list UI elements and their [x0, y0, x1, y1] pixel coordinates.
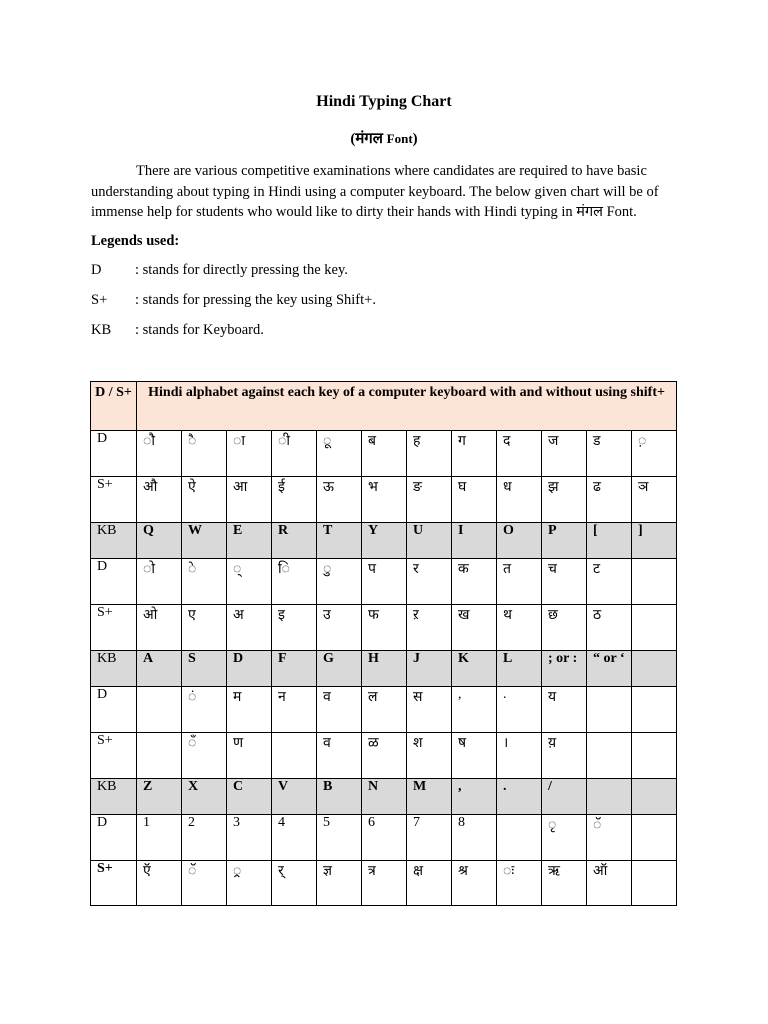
table-cell: [: [587, 523, 632, 559]
table-cell: 4: [272, 815, 317, 861]
table-cell: 8: [452, 815, 497, 861]
legend-desc: : stands for Keyboard.: [135, 322, 264, 338]
table-cell: फ: [362, 605, 407, 651]
table-cell: [632, 651, 677, 687]
table-cell: [632, 815, 677, 861]
table-cell: ऑ: [587, 861, 632, 906]
table-cell: प: [362, 559, 407, 605]
legend-item-d: [91, 262, 348, 279]
table-cell: ह: [407, 431, 452, 477]
table-cell: Y: [362, 523, 407, 559]
table-cell: ृ: [542, 815, 587, 861]
table-cell: ्: [227, 559, 272, 605]
table-cell: श्र: [452, 861, 497, 906]
table-cell: [137, 687, 182, 733]
table-cell: ज्ञ: [317, 861, 362, 906]
table-cell: र्: [272, 861, 317, 906]
table-cell: ू: [317, 431, 362, 477]
table-cell: [632, 779, 677, 815]
table-cell: ड: [587, 431, 632, 477]
table-row: [91, 687, 677, 733]
legend-key: S+: [91, 292, 108, 308]
table-cell: [497, 815, 542, 861]
table-cell: ष: [452, 733, 497, 779]
table-row: [91, 605, 677, 651]
table-cell: ई: [272, 477, 317, 523]
table-cell: भ: [362, 477, 407, 523]
table-cell: ]: [632, 523, 677, 559]
table-cell: द: [497, 431, 542, 477]
table-cell: ठ: [587, 605, 632, 651]
row-label: S+: [91, 477, 137, 523]
table-cell: ु: [317, 559, 362, 605]
table-cell: उ: [317, 605, 362, 651]
table-cell: K: [452, 651, 497, 687]
table-row: [91, 651, 677, 687]
table-cell: ी: [272, 431, 317, 477]
table-cell: I: [452, 523, 497, 559]
table-header-row: [91, 382, 677, 431]
table-cell: ओ: [137, 605, 182, 651]
table-cell: A: [137, 651, 182, 687]
table-cell: L: [497, 651, 542, 687]
table-cell: M: [407, 779, 452, 815]
subtitle-open: (मंगल: [350, 131, 387, 147]
table-cell: .: [497, 687, 542, 733]
table-cell: U: [407, 523, 452, 559]
table-cell: छ: [542, 605, 587, 651]
table-cell: ढ: [587, 477, 632, 523]
table-cell: 6: [362, 815, 407, 861]
table-cell: अ: [227, 605, 272, 651]
table-cell: 7: [407, 815, 452, 861]
table-cell: व: [317, 687, 362, 733]
table-cell: य़: [542, 733, 587, 779]
table-cell: B: [317, 779, 362, 815]
row-label: S+: [91, 605, 137, 651]
table-cell: औ: [137, 477, 182, 523]
table-row: [91, 733, 677, 779]
table-cell: च: [542, 559, 587, 605]
table-cell: [587, 779, 632, 815]
table-cell: 3: [227, 815, 272, 861]
table-cell: ा: [227, 431, 272, 477]
table-cell: ि: [272, 559, 317, 605]
table-cell: [632, 559, 677, 605]
table-cell: ़: [632, 431, 677, 477]
table-cell: ्र: [227, 861, 272, 906]
table-cell: न: [272, 687, 317, 733]
hindi-typing-table: [90, 381, 677, 906]
table-row: [91, 559, 677, 605]
table-cell: O: [497, 523, 542, 559]
table-cell: [632, 733, 677, 779]
table-cell: ख: [452, 605, 497, 651]
table-cell: झ: [542, 477, 587, 523]
table-cell: /: [542, 779, 587, 815]
table-cell: ळ: [362, 733, 407, 779]
table-cell: र: [407, 559, 452, 605]
table-row: [91, 779, 677, 815]
table-cell: ग: [452, 431, 497, 477]
table-cell: 1: [137, 815, 182, 861]
table-cell: P: [542, 523, 587, 559]
table-cell: थ: [497, 605, 542, 651]
table-cell: घ: [452, 477, 497, 523]
table-cell: स: [407, 687, 452, 733]
table-cell: [632, 605, 677, 651]
table-row: [91, 523, 677, 559]
page-subtitle: [0, 128, 768, 148]
row-label: D: [91, 687, 137, 733]
page-title: Hindi Typing Chart: [316, 93, 452, 110]
table-cell: T: [317, 523, 362, 559]
table-cell: 5: [317, 815, 362, 861]
table-body: [91, 431, 677, 906]
table-cell: H: [362, 651, 407, 687]
table-cell: E: [227, 523, 272, 559]
row-label: KB: [91, 523, 137, 559]
row-label: KB: [91, 779, 137, 815]
table-cell: .: [497, 779, 542, 815]
table-cell: Z: [137, 779, 182, 815]
table-cell: ।: [497, 733, 542, 779]
table-cell: म: [227, 687, 272, 733]
table-cell: V: [272, 779, 317, 815]
table-cell: ऊ: [317, 477, 362, 523]
table-cell: श: [407, 733, 452, 779]
table-cell: [587, 733, 632, 779]
table-cell: ए: [182, 605, 227, 651]
table-cell: 2: [182, 815, 227, 861]
table-cell: ज: [542, 431, 587, 477]
header-corner: D / S+: [91, 382, 137, 431]
table-cell: ल: [362, 687, 407, 733]
table-cell: ; or :: [542, 651, 587, 687]
table-cell: S: [182, 651, 227, 687]
header-title: Hindi alphabet against each key of a computer keyboard with and without using shift+: [137, 382, 677, 431]
table-cell: W: [182, 523, 227, 559]
table-cell: त्र: [362, 861, 407, 906]
table-cell: [632, 861, 677, 906]
table-cell: ॅ: [587, 815, 632, 861]
table-cell: “ or ‘: [587, 651, 632, 687]
table-cell: [137, 733, 182, 779]
table-cell: ः: [497, 861, 542, 906]
table-row: [91, 815, 677, 861]
table-cell: ो: [137, 559, 182, 605]
intro-paragraph: There are various competitive examinations where candidates are required to have basic understanding about typing in Hindi using a computer keyboard. The below given chart will be of immense help for students who would like to dirty their hands with Hindi typing in मंगल Font.: [91, 163, 659, 220]
table-cell: J: [407, 651, 452, 687]
legend-heading: Legends used:: [91, 233, 180, 249]
row-label: D: [91, 559, 137, 605]
table-cell: ऐ: [182, 477, 227, 523]
table-cell: D: [227, 651, 272, 687]
table-cell: य: [542, 687, 587, 733]
legend-item-s: [91, 292, 376, 309]
legend-key: D: [91, 262, 102, 278]
legend-desc: : stands for pressing the key using Shift+.: [135, 292, 376, 308]
table-cell: ँ: [182, 733, 227, 779]
row-label: D: [91, 815, 137, 861]
table-cell: Q: [137, 523, 182, 559]
table-cell: [632, 687, 677, 733]
table-row: [91, 861, 677, 906]
row-label: D: [91, 431, 137, 477]
table-cell: क्ष: [407, 861, 452, 906]
table-row: [91, 431, 677, 477]
table-cell: ञ: [632, 477, 677, 523]
table-cell: [272, 733, 317, 779]
table-cell: R: [272, 523, 317, 559]
row-label: KB: [91, 651, 137, 687]
table-cell: C: [227, 779, 272, 815]
table-cell: ब: [362, 431, 407, 477]
table-cell: ट: [587, 559, 632, 605]
table-cell: ॅ: [182, 861, 227, 906]
table-row: [91, 477, 677, 523]
table-cell: क: [452, 559, 497, 605]
table-cell: ,: [452, 687, 497, 733]
table-cell: ङ: [407, 477, 452, 523]
table-cell: ै: [182, 431, 227, 477]
table-cell: ध: [497, 477, 542, 523]
table-cell: N: [362, 779, 407, 815]
table-cell: त: [497, 559, 542, 605]
table-cell: F: [272, 651, 317, 687]
row-label: S+: [91, 733, 137, 779]
legend-item-kb: [91, 322, 264, 339]
table-cell: G: [317, 651, 362, 687]
subtitle-close: ): [412, 131, 418, 147]
table-cell: व: [317, 733, 362, 779]
table-cell: े: [182, 559, 227, 605]
table-cell: X: [182, 779, 227, 815]
table-cell: [587, 687, 632, 733]
table-cell: ऍ: [137, 861, 182, 906]
table-cell: ,: [452, 779, 497, 815]
table-cell: ण: [227, 733, 272, 779]
legend-desc: : stands for directly pressing the key.: [135, 262, 348, 278]
legend-key: KB: [91, 322, 112, 338]
table-cell: ौ: [137, 431, 182, 477]
table-cell: ऱ: [407, 605, 452, 651]
row-label: S+: [91, 861, 137, 906]
table-cell: आ: [227, 477, 272, 523]
table-cell: ऋ: [542, 861, 587, 906]
table-cell: इ: [272, 605, 317, 651]
table-cell: ं: [182, 687, 227, 733]
subtitle-font: Font: [386, 131, 413, 146]
